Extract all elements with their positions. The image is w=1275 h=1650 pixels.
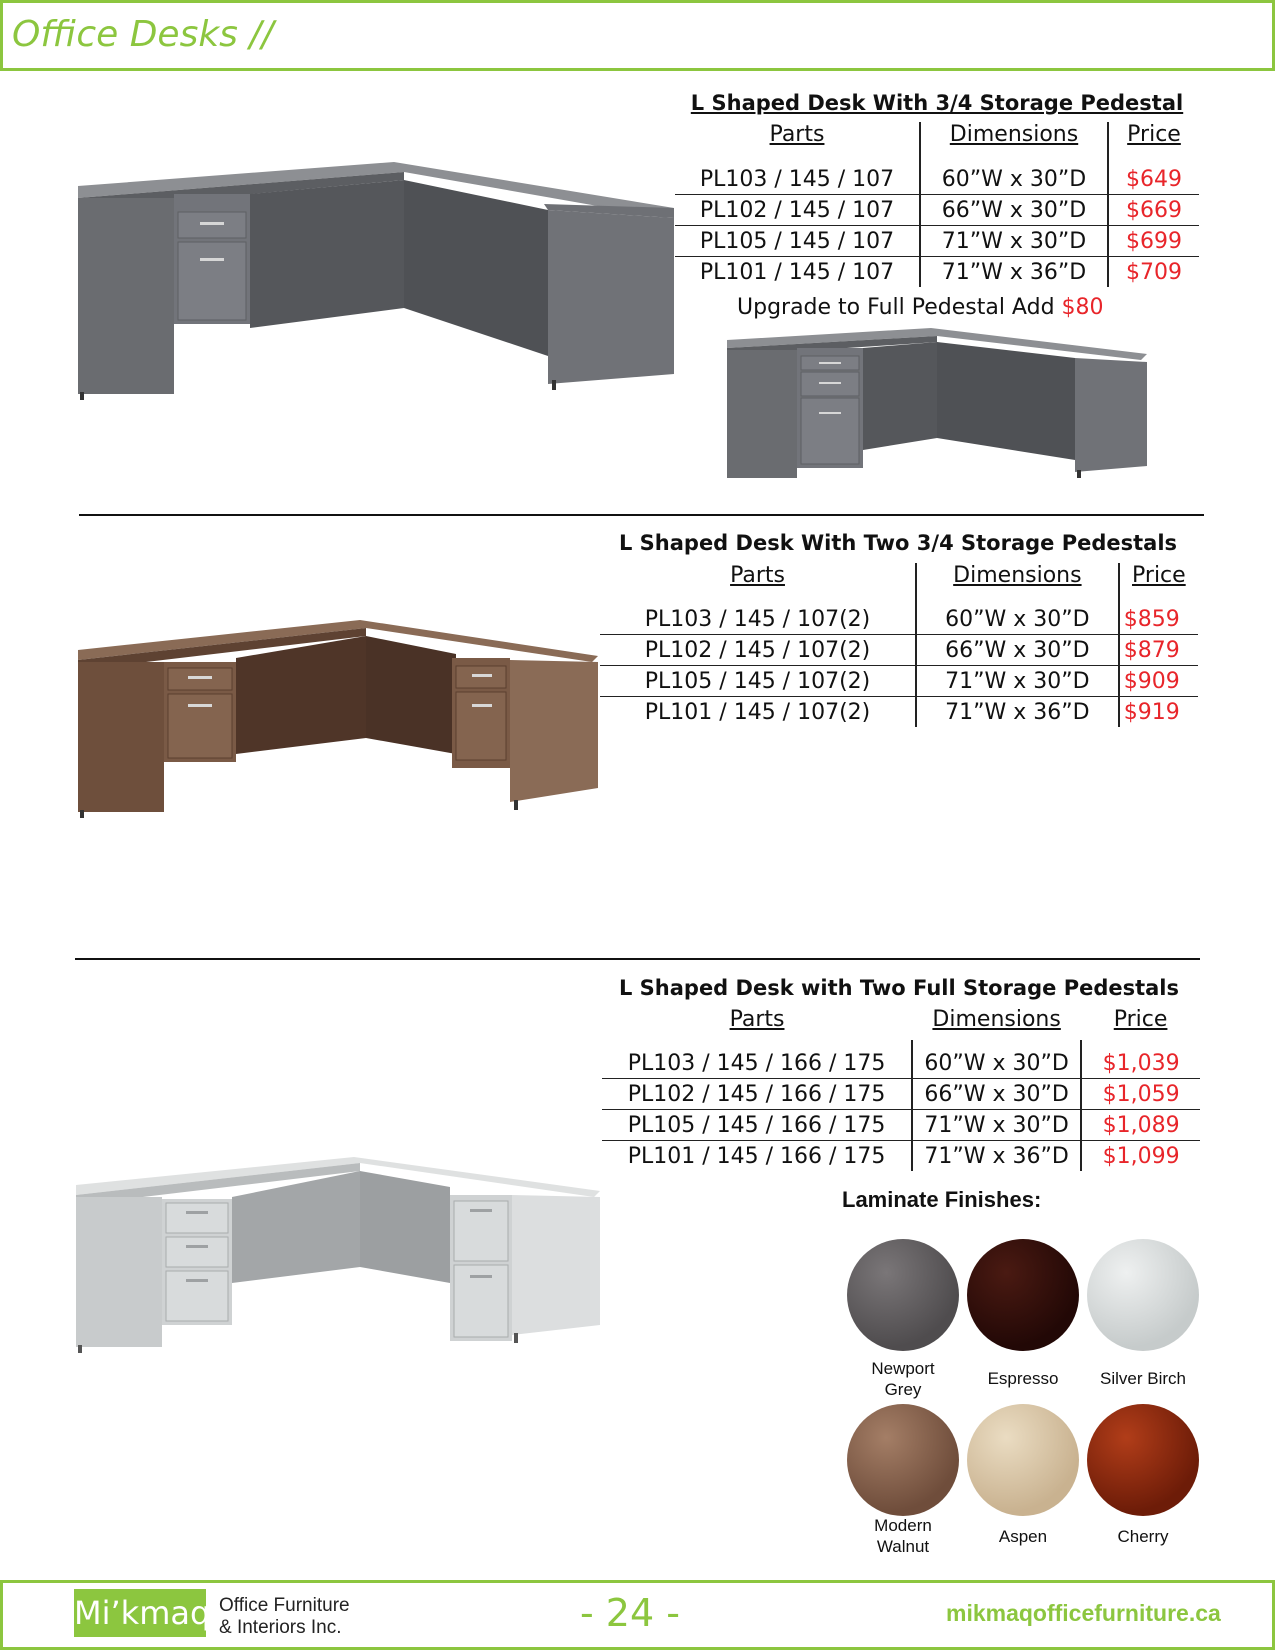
parts-cell: PL102 / 145 / 107: [675, 195, 920, 226]
desk-image-grey-full-pedestal: [725, 326, 1147, 496]
desk-image-grey-l-shape: [74, 158, 674, 408]
section-1-title: L Shaped Desk With 3/4 Storage Pedestal: [690, 91, 1184, 115]
price-cell: $879: [1119, 635, 1198, 666]
dimensions-cell: 71”W x 30”D: [920, 226, 1108, 257]
table-row: [602, 1079, 1200, 1110]
dimensions-cell: 66”W x 30”D: [912, 1079, 1081, 1110]
table-row: [602, 1048, 1200, 1079]
price-cell: $859: [1119, 604, 1198, 635]
table-row: [675, 195, 1199, 226]
price-cell: $699: [1108, 226, 1199, 257]
silver-birch-swatch: [1087, 1239, 1199, 1351]
col-dimensions: Dimensions: [932, 1007, 1061, 1032]
price-cell: $909: [1119, 666, 1198, 697]
section-divider: [79, 514, 1204, 516]
dimensions-cell: 71”W x 30”D: [912, 1110, 1081, 1141]
dimensions-cell: 66”W x 30”D: [920, 195, 1108, 226]
col-price: Price: [1113, 1007, 1168, 1032]
section-3-price-table: [602, 1007, 1200, 1171]
section-1-price-table: [675, 122, 1199, 287]
col-price: Price: [1132, 563, 1186, 588]
silver-birch-label: Silver Birch: [1100, 1369, 1186, 1388]
newport-grey-label: Newport Grey: [871, 1359, 935, 1399]
table-row: [602, 1141, 1200, 1172]
table-row: [600, 697, 1198, 728]
dimensions-cell: 71”W x 36”D: [920, 257, 1108, 288]
espresso-swatch: [967, 1239, 1079, 1351]
price-cell: $669: [1108, 195, 1199, 226]
parts-cell: PL105 / 145 / 107: [675, 226, 920, 257]
dimensions-cell: 66”W x 30”D: [916, 635, 1119, 666]
dimensions-cell: 60”W x 30”D: [912, 1048, 1081, 1079]
price-cell: $919: [1123, 700, 1180, 725]
table-row: [600, 635, 1198, 666]
modern-walnut-swatch: [847, 1404, 959, 1516]
table-row: [675, 257, 1199, 288]
price-cell: $709: [1126, 260, 1182, 285]
desk-image-walnut-double-pedestal: [76, 618, 598, 828]
table-row: [600, 604, 1198, 635]
upgrade-note: [737, 295, 1104, 320]
parts-cell: PL102 / 145 / 166 / 175: [602, 1079, 912, 1110]
price-cell: $1,089: [1081, 1110, 1200, 1141]
section-3-title: L Shaped Desk with Two Full Storage Pedestals: [618, 976, 1180, 1000]
parts-cell: PL101 / 145 / 107: [675, 257, 920, 288]
price-cell: $649: [1108, 164, 1199, 195]
section-divider: [75, 958, 1200, 960]
desk-image-birch-double-full-pedestal: [74, 1155, 600, 1370]
col-price: Price: [1127, 122, 1181, 147]
price-cell: $1,099: [1102, 1144, 1180, 1169]
page-title: Office Desks //: [12, 14, 274, 55]
col-parts: Parts: [600, 563, 916, 596]
dimensions-cell: 60”W x 30”D: [916, 604, 1119, 635]
dimensions-cell: 71”W x 36”D: [916, 697, 1119, 728]
dimensions-cell: 60”W x 30”D: [920, 164, 1108, 195]
section-2-title: L Shaped Desk With Two 3/4 Storage Pedestals: [618, 531, 1178, 555]
parts-cell: PL101 / 145 / 107(2): [600, 697, 916, 728]
parts-cell: PL105 / 145 / 107(2): [600, 666, 916, 697]
table-row: [675, 226, 1199, 257]
col-dimensions: Dimensions: [916, 563, 1119, 596]
company-logo: Mi’kmaq: [74, 1589, 206, 1637]
table-row: [675, 164, 1199, 195]
laminate-finishes-title: Laminate Finishes:: [842, 1187, 1042, 1212]
company-name: [219, 1595, 350, 1639]
col-parts: Parts: [675, 122, 920, 155]
price-cell: $1,039: [1081, 1048, 1200, 1079]
parts-cell: PL103 / 145 / 107: [675, 164, 920, 195]
table-row: [602, 1110, 1200, 1141]
section-2-price-table: [600, 563, 1198, 727]
company-name-line2: & Interiors Inc.: [219, 1617, 342, 1638]
parts-cell: PL101 / 145 / 166 / 175: [627, 1144, 886, 1169]
company-name-line1: Office Furniture: [219, 1595, 350, 1616]
upgrade-price: $80: [1061, 295, 1104, 320]
modern-walnut-label: Modern Walnut: [874, 1516, 932, 1556]
page-number: - 24 -: [580, 1591, 680, 1635]
dimensions-cell: 71”W x 30”D: [916, 666, 1119, 697]
newport-grey-swatch: [847, 1239, 959, 1351]
parts-cell: PL103 / 145 / 107(2): [600, 604, 916, 635]
parts-cell: PL102 / 145 / 107(2): [600, 635, 916, 666]
aspen-swatch: [967, 1404, 1079, 1516]
parts-cell: PL103 / 145 / 166 / 175: [602, 1048, 912, 1079]
aspen-label: Aspen: [998, 1527, 1048, 1546]
table-row: [600, 666, 1198, 697]
upgrade-text: Upgrade to Full Pedestal Add: [737, 295, 1062, 320]
cherry-swatch: [1087, 1404, 1199, 1516]
price-cell: $1,059: [1081, 1079, 1200, 1110]
dimensions-cell: 71”W x 36”D: [912, 1141, 1081, 1172]
website-link[interactable]: mikmaqofficefurniture.ca: [946, 1600, 1221, 1626]
col-dimensions: Dimensions: [920, 122, 1108, 155]
parts-cell: PL105 / 145 / 166 / 175: [602, 1110, 912, 1141]
espresso-label: Espresso: [987, 1369, 1059, 1388]
col-parts: Parts: [729, 1007, 785, 1032]
cherry-label: Cherry: [1117, 1527, 1169, 1546]
